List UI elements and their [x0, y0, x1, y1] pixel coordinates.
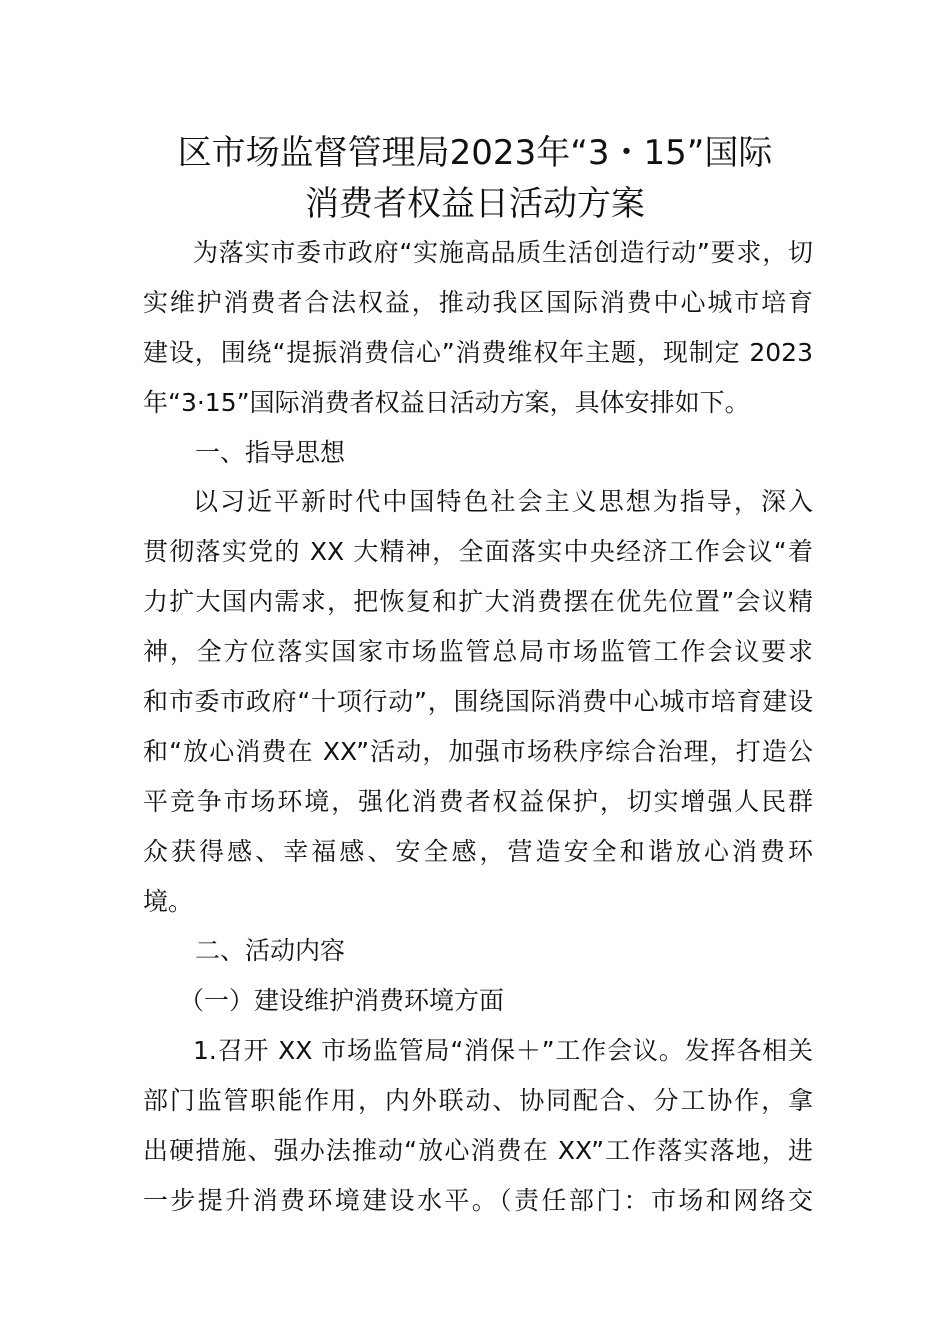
section-1-line-9: 境。 [143, 886, 194, 916]
section-1-line-5: 和市委市政府“十项行动”，围绕国际消费中心城市培育建设 [143, 687, 813, 717]
intro-line-4: 年“3·15”国际消费者权益日活动方案，具体安排如下。 [143, 387, 750, 417]
section-1-line-3: 力扩大国内需求，把恢复和扩大消费摆在优先位置”会议精 [143, 587, 813, 617]
intro-paragraph [143, 228, 813, 428]
section-1-line-4: 神，全方位落实国家市场监管总局市场监管工作会议要求 [143, 637, 813, 667]
section-2-heading: 二、活动内容 [195, 936, 346, 966]
item-1-line-2: 部门监管职能作用，内外联动、协同配合、分工协作，拿 [143, 1086, 813, 1116]
section-1-paragraph [143, 477, 813, 926]
item-1-paragraph [143, 1026, 813, 1226]
section-1-line-7: 平竞争市场环境，强化消费者权益保护，切实增强人民群 [143, 786, 813, 816]
section-1-line-6: 和“放心消费在 XX”活动，加强市场秩序综合治理，打造公 [143, 736, 813, 766]
document-body [143, 228, 813, 1226]
intro-line-1: 为落实市委市政府“实施高品质生活创造行动”要求，切 [193, 238, 813, 267]
item-1-line-4: 一步提升消费环境建设水平。（责任部门：市场和网络交 [143, 1185, 813, 1215]
document-title-line-1: 区市场监督管理局2023年“3・15”国际 [177, 133, 773, 173]
item-1-line-3: 出硬措施、强办法推动“放心消费在 XX”工作落实落地，进 [143, 1136, 813, 1166]
section-1-line-1: 以习近平新时代中国特色社会主义思想为指导，深入 [193, 487, 813, 517]
section-2-subheading-1: （一）建设维护消费环境方面 [179, 986, 505, 1016]
item-1-line-1: 1.召开 XX 市场监管局“消保＋”工作会议。发挥各相关 [193, 1036, 813, 1066]
section-1-line-8: 众获得感、幸福感、安全感，营造安全和谐放心消费环 [143, 836, 813, 866]
intro-line-2: 实维护消费者合法权益，推动我区国际消费中心城市培育 [143, 287, 813, 317]
section-1-line-2: 贯彻落实党的 XX 大精神，全面落实中央经济工作会议“着 [143, 537, 813, 567]
intro-line-3: 建设，围绕“提振消费信心”消费维权年主题，现制定 2023 [143, 337, 813, 367]
section-1-heading: 一、指导思想 [195, 437, 346, 467]
document-title-line-2: 消费者权益日活动方案 [305, 184, 645, 224]
